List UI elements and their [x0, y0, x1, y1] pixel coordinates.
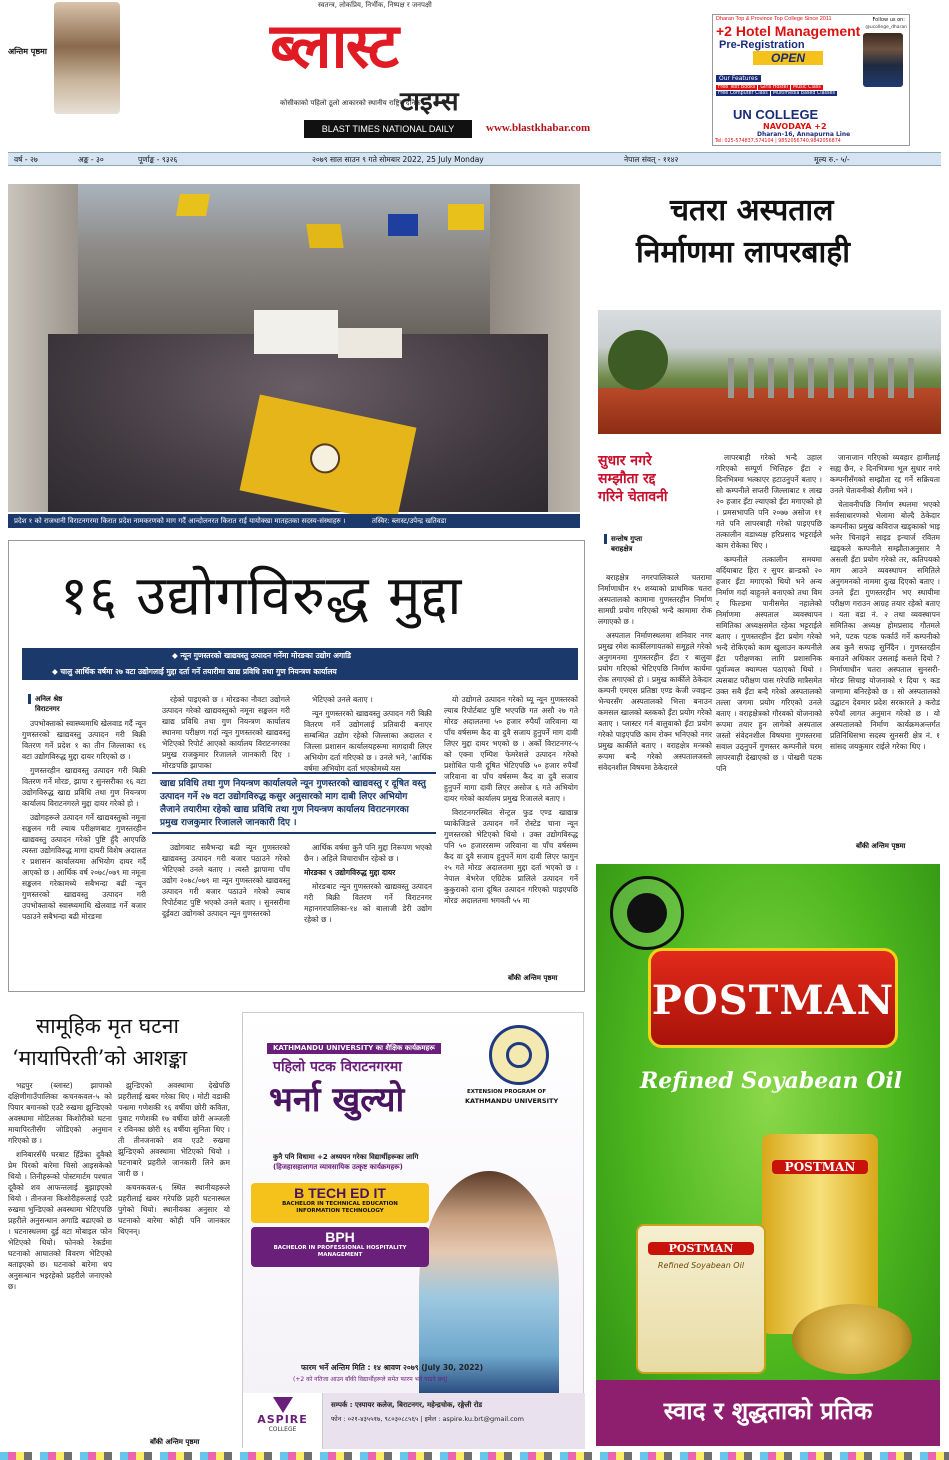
header-ad-feature: Multimedia based Classes: [772, 91, 835, 96]
dateline-nepal-samvat: नेपाल संवत् - ११४२: [624, 155, 679, 164]
death-paragraph: शनिबारसँधै घरबाट हिँडेका दुवैको प्रेम पिरको बारेमा चिसो आइसकेको थियो । तिनीहरूको पोस्टमार्टम पश्चात दूवैको शव आफन्तलाई बुझाइएको थियो । तीनजना किशोरीहरूलाई एउटै रुखमा भुन्डिएको अवस्थामा भेटिएपछि प्रहरीले अनुसन्धान अगाडि बढाएको छ । घटनास्थलमा दुई वटा मोबाइल फोन भेटिएको थियो। फोनको रेकर्डमा घटनाको आघातको विवरण भेटिएको बताइएको छ। घटनाको बारेमा थप अनुसन्धान भइरहेको प्रहरीले जनाएको छ।: [8, 1150, 112, 1291]
ku-ad-logo-inner: [506, 1042, 532, 1068]
ku-ad-contact-2: फोन : ०२१-४३५५१७, ९८०३०८८५६५ | इमेल : aspire.ku.brt@gmail.com: [331, 1415, 524, 1423]
postman-ad-bottle-brand: POSTMAN: [772, 1160, 868, 1174]
hospital-photo: [598, 310, 941, 434]
header-ad-follow-handle: @ucollege_dharan: [865, 25, 907, 30]
main-paragraph: भेटिएको उनले बताए ।: [312, 695, 373, 704]
postman-ad-pouch-brand: POSTMAN: [648, 1242, 754, 1255]
ku-ad-eligibility-2: (हिजहासहालागत व्यावसायिक उत्कृष्ट कार्यक्रमहरू): [273, 1163, 403, 1171]
ku-ad-deadline-note: (+2 को नतिजा आउन बाँकी विद्यार्थीहरूले समेत फारम भर्न पाउने छन्): [293, 1376, 448, 1383]
hospital-subhead-line: सुधार नगरे: [598, 453, 652, 469]
ku-ad-prog1-box: [251, 1183, 429, 1223]
hospital-author: सन्तोष गुप्ता: [604, 534, 712, 544]
main-paragraph: उद्योगबाट सबैभन्दा बढी न्यून गुणस्तरको खाद्यवस्तु उत्पादन गरी बजार पठाउने गरेको भेटिएको उनले बताए । त्यस्तै झापामा पाँच उद्योग २०७८/०७९ मा न्यून गुणस्तरको खाद्यवस्तु उत्पादन गरी बजार पठाउने गरेको ल्याब रिपोर्टबाट पुष्टि भएको उनले बताए । सुनसरीमा दुईवटा उद्योगको उत्पादन न्यून गुणस्तरको: [162, 843, 290, 918]
hospital-subhead-line: सम्झौता रद्द: [598, 471, 656, 487]
masthead-website[interactable]: www.blastkhabar.com: [486, 122, 591, 134]
hospital-photo-tree: [608, 330, 668, 390]
header-ad[interactable]: [712, 14, 910, 146]
postman-ad-tagline-bar: [596, 1380, 940, 1446]
lead-photo-flag-yellow: [448, 204, 484, 230]
main-byline: [22, 694, 62, 714]
main-author: अनिल श्रेष्ठ: [28, 694, 62, 704]
main-bullet-text: न्यून गुणस्तरको खाद्यवस्तु उत्पादन गर्नेमा मोरङका उद्योग अगाडि: [180, 651, 352, 660]
hospital-photo-pillars: [728, 358, 918, 398]
main-subhead: मोरङका ९ उद्योगविरुद्ध मुद्दा दायर: [304, 868, 396, 877]
main-column-1: [22, 718, 146, 984]
header-ad-address: Dharan-16, Annapurna Line: [757, 131, 851, 138]
hospital-place: बराहक्षेत्र: [611, 545, 633, 553]
main-pullquote-text: खाद्य प्रविधि तथा गुण नियन्त्रण कार्यालयले न्यून गुणस्तरको खाद्यवस्तु र दूषित वस्तु उत्पादन गर्ने २७ वटा उद्योगविरुद्ध कसुर अनुसारको माग दाबी लिएर अभियोग लैजाने तयारीमा रहेको खाद्य प्रविधि तथा गुण नियन्त्रण कार्यालय विराटनगरका प्रमुख राजकुमार रिजालले जानकारी दिए ।: [160, 779, 426, 828]
masthead-left-caption: अन्तिम पृष्ठमा: [8, 47, 47, 56]
ku-ad-admission: भर्ना खुल्यो: [269, 1080, 405, 1120]
main-bullets: [22, 648, 578, 680]
main-column-4: [444, 694, 578, 970]
hospital-byline: [598, 534, 712, 554]
dateline-bar: [8, 152, 941, 166]
ku-ad-college: ASPIRE: [257, 1413, 308, 1426]
hospital-subhead: [598, 452, 712, 506]
death-paragraph: भद्रपुर (ब्लास्ट) झापाको दक्षिणीगाउँपालिका कचनकवल-५ को पियार बगानको एउटै रुखमा झुन्डिएको अवस्थामा मोटिलका किशोरीको घटना मायापिरतीसँग जोडिएको अनुमान गरिएको छ ।: [8, 1081, 112, 1145]
death-headline-2: ‘मायापिरती’को आशङ्का: [12, 1046, 188, 1070]
ku-ad-college-sub: COLLEGE: [268, 1426, 297, 1433]
postman-ad-soybeans: [792, 1304, 912, 1374]
lead-photo-banner-white: [254, 310, 338, 354]
dateline-volume: वर्ष - २७: [14, 155, 38, 164]
header-ad-follow: Follow us on:: [872, 17, 905, 23]
hospital-headline-2: निर्माणमा लापरबाही: [636, 235, 850, 270]
header-ad-program: +2 Hotel Management: [716, 23, 861, 39]
main-paragraph: उपभोक्ताको स्वास्थ्यमाथि खेलवाड गर्दै न्यून गुणस्तरको खाद्यवस्तु उत्पादन गरी बिक्री वितरण गर्ने प्रदेश १ का तीन जिल्लाका १६ वटा उद्योगविरुद्ध मुद्दा दायर गरिएको छ ।: [22, 719, 146, 761]
header-ad-features: [713, 84, 863, 97]
header-ad-feature: Music Class: [792, 85, 821, 90]
hospital-paragraph: चेतावनीपछि निर्माण स्थलमा भएको सर्वसाधारणको भेलामा बोल्दै ठेकेदार कम्पनीका प्रमुख कविराज खड्काको भाइ भनेर चिनाइने सा‍इड इन्चार्ज रवितम खड्कले कम्पनीले सम्झौताअनुसार नै असली इँटा प्रयोग गरेको तर, कतिपयको माग आउने व्यवस्थापन समितिले अनुगमनको नाममा दुःख दिएको बताए । उनले इँटा गुणस्तरहीन भए स्थायीमा परीक्षण गराउन आग्रह तयार रहेको बताए । यता वडा नं. २ तथा व्यवस्थापन समितिका अध्यक्ष होमप्रसाद गौतमले भने, पटक पटक फर्काउँ गर्ने कम्पनीको अब कुनै सफाइ सुनिँदैन । गुणस्तरहीन बनाउने अधिकार उसलाई कसले दियो ? निर्माणाधीन चतरा अस्पताल सुनसरी-मोरङ सिचाइ योजनाको १ दिया ९ कड जग्गामा बनिरहेको छ । सो अस्पतालको उद्घाटन देवमार प्रदेश सरकारले ३ करोड रुपैयाँ लागत अनुमान गरेको छ । यो अस्पतालको निर्माण कार्यक्रमअन्तर्गत प्रतिनिधिसभा सदस्य सुनसरी क्षेत्र नं. १ सांसद जयकुमार राईले गरेका थिए ।: [830, 500, 940, 751]
header-ad-student-photo: [863, 33, 903, 87]
ku-ad-prog2-sub: BACHELOR IN PROFESSIONAL HOSPITALITY MANAGEMENT: [273, 1245, 407, 1258]
masthead-model-photo: [54, 2, 120, 114]
ku-ad-logo: [489, 1025, 549, 1085]
header-ad-top-line: Dharan Top & Province Top College Since 2011: [716, 16, 832, 22]
ku-ad-extension: EXTENSION PROGRAM OF: [467, 1089, 547, 1095]
ku-ad-first-time: पहिलो पटक विराटनगरमा: [273, 1059, 402, 1075]
ku-ad-prog1: B TECH ED IT: [294, 1185, 386, 1201]
hospital-paragraph: कम्पनीले तत्कालीन समयमा वर्दियाबाट हिरा र सुपर ब्रान्डको २० हजार इँटा मगाएको थियो भने अन्य निर्माण गर्दा बाहुनले बनाएको तथा विम र फिल्डमा पानीसमेत नहालेको निर्माणमा अस्पताल व्यवस्थापन समितिका अध्यक्षसमेत रहेका भट्टराईले बताए । गुणस्तरहीन इँटा प्रयोग गरेको भन्दै रोकिएको काम खुलाउन कम्पनीले इँटा परीक्षणका लागि प्रशासनिक पूर्वाञ्चल क्याम्पस पठाएको थियो । त्यसबाट परीक्षण पास गरेपछि मात्रैसमेत उक्त सबै इँटा बन्दै गरेको अस्पतालको तल्ला जगमा प्रयोग गरिएको उनले बताए । वराहक्षेत्रको गौरवको योजनाको रूपमा तयार हुन लागेको अस्पताल जस्तो संवेदनशील विषयमा गुणस्तरमा सवाल उठ्नुपर्ने गुणस्तर कम्पनीले चरम लापरवाही देखाएको छ । पोखरी पटक पनि: [716, 555, 822, 773]
header-ad-feature: Free Computer Class: [718, 91, 768, 96]
postman-ad-pouch: [636, 1224, 766, 1374]
registration-bar: [0, 1452, 949, 1460]
masthead-logo-text: ब्लास्ट: [270, 9, 397, 82]
main-continued[interactable]: बाँकी अन्तिम पृष्ठमा: [508, 974, 558, 982]
main-bullet: ◆ न्यून गुणस्तरको खाद्यवस्तु उत्पादन गर्नेमा मोरङका उद्योग अगाडि: [172, 651, 352, 660]
ku-ad-college-box: [243, 1393, 323, 1449]
postman-ad[interactable]: [596, 864, 940, 1446]
death-paragraph: झुन्डिएको अवस्थामा देखेपछि प्रहरीलाई खबर गरेका थिए । मोटी वडाकी पन्ध्रमा गणेशकी १६ वर्षीया छोरी कविता, पुवाट गणेशकी १७ वर्षीया छोरी अञ्जली र रविनका छोरी १६ वर्षीया सुनिता थिए । ती तीनजनाको शव एउटै रुखमा झुन्डिएको अवस्थामा भेटिएको थियो । घटनाबारे प्रहरीले जानकारी लिने क्रम जारी छ ।: [118, 1081, 230, 1178]
masthead-logo-sub: टाइम्स: [400, 87, 459, 117]
main-headline: १६ उद्योगविरुद्ध मुद्दा: [60, 564, 463, 627]
postman-ad-logo-emblem-inner: [627, 893, 667, 933]
masthead: [0, 0, 949, 150]
postman-ad-brand: POSTMAN: [651, 977, 895, 1024]
header-ad-phone: Tel: 025-574837,574104 | 9852056740,9842056874: [715, 139, 841, 144]
main-paragraph: गुणस्तरहीन खाद्यवस्तु उत्पादन गरी बिक्री वितरण गर्ने मोरङ, झापा र सुनसरीका १६ वटा उद्योगविरुद्ध खाद्य प्रविधि तथा गुण नियन्त्रण कार्यालय विराटनगरले मुद्दा दायर गरेको हो ।: [22, 766, 146, 808]
postman-ad-logo-emblem: [610, 876, 684, 950]
lead-photo-credit: तस्विर: ब्लास्ट/उपेन्द्र खतिवडा: [371, 517, 447, 525]
lead-photo: [8, 184, 580, 512]
lead-photo-flag-yellow: [306, 224, 343, 248]
dateline-date: २०७९ साल साउन ९ गते सोमबार 2022, 25 July Monday: [312, 155, 484, 164]
lead-photo-flag-yellow: [176, 194, 210, 216]
hospital-continued[interactable]: बाँकी अन्तिम पृष्ठमा: [856, 842, 906, 850]
ku-ad-contact: सम्पर्क : एस्पायर कलेज, बिराटनगर, महेन्द्रचोक, रङ्गेली रोड: [331, 1401, 483, 1409]
ku-ad-prog2-box: [251, 1227, 429, 1267]
death-paragraph: कचनकवल-६ स्थित स्थानीयहरूले प्रहरीलाई खबर गरेपछि प्रहरी घटनास्थल पुगेको थियो। स्थानीयका अनुसार यो घटनाको बारेमा कोही पनि जानकार थिएनन्।: [118, 1183, 230, 1236]
main-bullet: ◆ चालु आर्थिक वर्षमा २७ वटा उद्योगलाई मुद्दा दर्ता गर्ने तयारीमा खाद्य प्रविधि तथा गुण नियन्त्रण कार्यालय: [52, 667, 337, 676]
ku-ad-prog2: BPH: [325, 1229, 355, 1245]
lead-photo-caption-text: प्रदेश १ को राजधानी विराटनगरमा किरात प्रदेश नामकरणको माग गर्दै आन्दोलनरत किरात राई यायोक्खा मातहतका सदस्य-संस्थाहरु ।: [14, 517, 346, 525]
postman-ad-product: Refined Soyabean Oil: [640, 1068, 903, 1094]
lead-photo-banner-white: [338, 328, 402, 358]
masthead-english-name: BLAST TIMES NATIONAL DAILY: [304, 120, 472, 138]
main-paragraph: मोरङबाट न्यून गुणस्तरको खाद्यवस्तु उत्पादन गरी बिक्री वितरण गर्ने विराटनगर महानगरपालिका-१४ को बालाजी डेरी उद्योग रहेको छ ।: [304, 882, 432, 924]
hospital-column-2: [716, 452, 822, 854]
ku-ad-pen-icon: [273, 1397, 293, 1413]
main-column-2: [162, 694, 290, 770]
main-pullquote: [152, 772, 436, 834]
main-column-2b: [162, 842, 290, 984]
main-paragraph: विराटनगरस्थित सेन्ट्रल फुड एण्ड खाद्यान्न प्याकेजिङले उत्पादन गर्ने रोस्टेड चाना न्यून गुणस्तरको भेटिएको थियो । उक्त उद्योगविरुद्ध पनि ५० हजाररसम्म जरिवाना वा पाँच वर्षसम्म कैद वा दुवै सजाय हुनुपर्ने माग दावी लिएर फागुन २५ गते मोरङ अदालतमा मुद्दा दर्ता भएको छ । नेपाल बेभरेज एग्रिटेक प्रालिले उत्पादन गर्ने कुकुराको दाना दूषित उत्पादन गरिएको पाइएपछि मोरङ अदालतमा भगवती ५५ मा: [444, 808, 578, 905]
lead-photo-flag-emblem: [307, 441, 343, 477]
dateline-total: पूर्णाङ्क - ९३२६: [138, 155, 178, 164]
ku-ad-ku-name: KATHMANDU UNIVERSITY: [465, 1097, 559, 1105]
death-continued[interactable]: बाँकी अन्तिम पृष्ठमा: [150, 1438, 200, 1446]
ku-ad-eligibility: कुनै पनि विधामा +2 अध्ययन गरेका विद्यार्थीहरूका लागि: [273, 1153, 419, 1161]
main-paragraph: यो उद्योगले उत्पादन गरेको घ्यू न्यून गुणस्तरको ल्याब रिपोर्टबाट पुष्टि भएपछि गत असौ २७ गते मोरङ अदालतमा ५० हजार रुपैयाँ जरिवाना या पाँच वर्षसम्म कैद वा दुवै सजाय हुनुपर्ने माग दावी लिएर मुद्दा दायर भएको छ । अर्को विराटनगर-५ को एक्ना एम्पिश फेमरेशले उत्पादन गरेको प्रशोधित पानी दूषित भेटिएपछि ५० हजार रुपैयाँ जरिवाना वा पाँच वर्षसम्म कैद वा दुवै सजाय हुनुपर्ने मागा दावी लिएर असोज ६ गते अभियोग दायर गरेको कार्यालय प्रमुख रिजालले बताए ।: [444, 695, 578, 803]
main-paragraph: रहेको पाइएको छ । मोरङका नौवटा उद्योगले उत्पादन गरेको खाद्यवस्तुको नमूना सङ्कलन गरी खाद्य प्रविधि तथा गुण नियन्त्रण कार्यालय स्थानमा परीक्षण गर्दा न्यून गुणस्तरको खाद्यवस्तु भेटिएको रिपोर्ट आएको कार्यालय विराटनगरका प्रमुख राजकुमार रिजालले जानकारी दिए । मोरङपछि झापाका: [162, 695, 290, 770]
hospital-paragraph: अस्पताल निर्माणस्थलमा शनिवार नगर प्रमुख रमेश कार्कीलगायतको समूहले गरेको अनुगमनमा गुणस्तरहीन इँटा र बालुवा प्रयोग गरिएको भेटिएपछि निर्माण कार्यमा रोक लगाएको हो । प्रमुख कार्कीले ठेकेदार कम्पनी एमएस प्रतिष्ठा एण्ड केजी ज्वाइन्ट भेन्चरसँग अस्पतालको भित्ता बनाउन कमसल खालको ब्लकको इँटा प्रयोग गरेको बताए । प्लास्टर गर्न बालुवाको इँटा प्रयोग गरेको पाइएपछि काम रोक्न भनिएको नगर प्रमुख कार्कीले बताए । वराहक्षेत्र मन्त्रको रूपमा बन्दै गरेको अस्पतालजस्तो संवेदनशील विषयमा ठेकेदारले: [598, 631, 712, 772]
ku-ad-deadline: फारम भर्ने अन्तिम मिति : १४ श्रावण २०७९ (July 30, 2022): [301, 1363, 484, 1372]
dateline-issue: अङ्क - ३०: [78, 155, 104, 164]
main-place: विराटनगर: [35, 705, 60, 713]
death-column-2: [118, 1080, 230, 1434]
header-ad-feature: Girls Hostel: [760, 85, 788, 90]
main-bullet-text: चालु आर्थिक वर्षमा २७ वटा उद्योगलाई मुद्दा दर्ता गर्ने तयारीमा खाद्य प्रविधि तथा गुण नियन्त्रण कार्यालय: [60, 667, 337, 676]
main-column-3b: [304, 842, 432, 984]
dateline-price: मूल्य रु.- ५/-: [814, 155, 850, 164]
hospital-paragraph: लापरबाही गरेको भन्दै उहाल गरिएको सम्पूर्ण भित्तिहरु इँटा २ दिनभित्रमा भत्काएर हटाउनुपर्ने बताए । सो कम्पनीले सप्तरी जिल्लाबाट १ लाख २० हजार इँटा ल्याएको इँटा मगाएको हो । प्रमसभापति पनि २०७७ असोज ११ गते पनि लापरबाही गरेको पाइएपछि तत्कालीन वडाध्यक्ष हरिप्रसाद भट्टराईले काम रोकेका थिए ।: [716, 453, 822, 550]
masthead-tagline: स्वतन्त्र, लोकप्रिय, निर्भीक, निष्पक्ष र जनपक्षी: [318, 1, 432, 9]
death-headline-1: सामूहिक मृत घटना: [36, 1014, 179, 1038]
header-ad-open: OPEN: [753, 51, 823, 65]
hospital-paragraph: जानाजान गरिएको व्यवहार हामीलाई सह्य छैन, २ दिनभित्रमा भूल सुधार नगरे कम्पनीसँगको सम्झौता रद्द गर्ने सक्रियता उनले चेतावनीको शैलीमा भने ।: [830, 453, 940, 495]
header-ad-features-label: Our Features: [716, 75, 761, 82]
ku-ad[interactable]: [242, 1012, 584, 1448]
main-paragraph: उद्योगहरूले उत्पादन गर्ने खाद्यवस्तुको नमूना सङ्कलन गरी ल्याब परीक्षणबाट गुणस्तरहीन खाद्यवस्तु उत्पादन गरेको पुष्टि हुँदै आएपछि त्यस्ता उद्योगविरुद्ध मागा दायरी विशेष अदालत र प्रशासन कार्यालयमा अभियोग दायर गर्दै आएको छ । आर्थिक वर्ष २०७८/०७९ मा नमूना सङ्कलन गरेकामध्ये सबैभन्दा बढी न्यून गुणस्तरको खाद्यवस्तु उत्पादन गरी उपभोक्ताको स्वास्थ्यमाथि खेलवाड गर्ने बजार पठाउने सबैभन्दा बढी मोरङमा: [22, 813, 146, 921]
ku-ad-contact-box: [323, 1393, 585, 1449]
hospital-subhead-line: गरिने चेतावनी: [598, 489, 668, 505]
postman-ad-brand-box: [648, 948, 898, 1048]
lead-photo-flag-blue: [388, 214, 418, 236]
main-paragraph: आर्थिक वर्षमा कुनै पनि मुद्दा निरूपण भएको छैन । अहिले विचाराधीन रहेको छ ।: [304, 843, 432, 863]
ku-ad-top: KATHMANDU UNIVERSITY का शैक्षिक कार्यक्रमहरू: [267, 1043, 441, 1054]
lead-photo-caption: [8, 514, 580, 528]
main-paragraph: न्यून गुणस्तरको खाद्यवस्तु उत्पादन गरी बिक्री वितरण गर्ने उद्योगलाई प्रतिवादी बनाएर सम्बन्धित उद्योग रहेको जिल्लाका अदालत र जिल्ला प्रशासन कार्यालयहरूमा मागदावी लिएर अभियोग दर्ता गरिएको छ । उनले भने, 'आर्थिक वर्षमा अभियोग दर्ता भएकोमध्ये यस: [304, 709, 432, 773]
postman-ad-tagline: स्वाद र शुद्धताको प्रतिक: [663, 1397, 873, 1425]
hospital-headline-1: चतरा अस्पताल: [670, 193, 834, 228]
death-column-1: [8, 1080, 112, 1450]
hospital-column-1: [598, 572, 712, 854]
hospital-paragraph: बराहक्षेत्र नगरपालिकाले चतरामा निर्माणाधीन १५ शय्याको प्राथमिक चतरा अस्पतालको कामामा गुणस्तरहीन निर्माण सामग्री प्रयोग गरिएको भन्दै कामामा रोक लगाएको छ ।: [598, 573, 712, 626]
header-ad-college-sub: NAVODAYA +2: [763, 122, 827, 131]
masthead-subline: कोसीकाको पहिलो ठूलो आकारको स्थानीय राष्ट्रिय दैनिक: [280, 99, 421, 107]
main-column-3: [304, 694, 432, 773]
header-ad-college: UN COLLEGE: [733, 107, 819, 122]
hospital-column-3: [830, 452, 940, 842]
masthead-logo: [270, 6, 510, 86]
header-ad-feature: Free Text Books: [718, 85, 756, 90]
header-ad-prereg: Pre-Registration: [719, 39, 805, 51]
postman-ad-pouch-product: Refined Soyabean Oil: [657, 1261, 745, 1270]
ku-ad-prog1-sub: BACHELOR IN TECHNICAL EDUCATION INFORMATION TECHNOLOGY: [282, 1201, 398, 1214]
